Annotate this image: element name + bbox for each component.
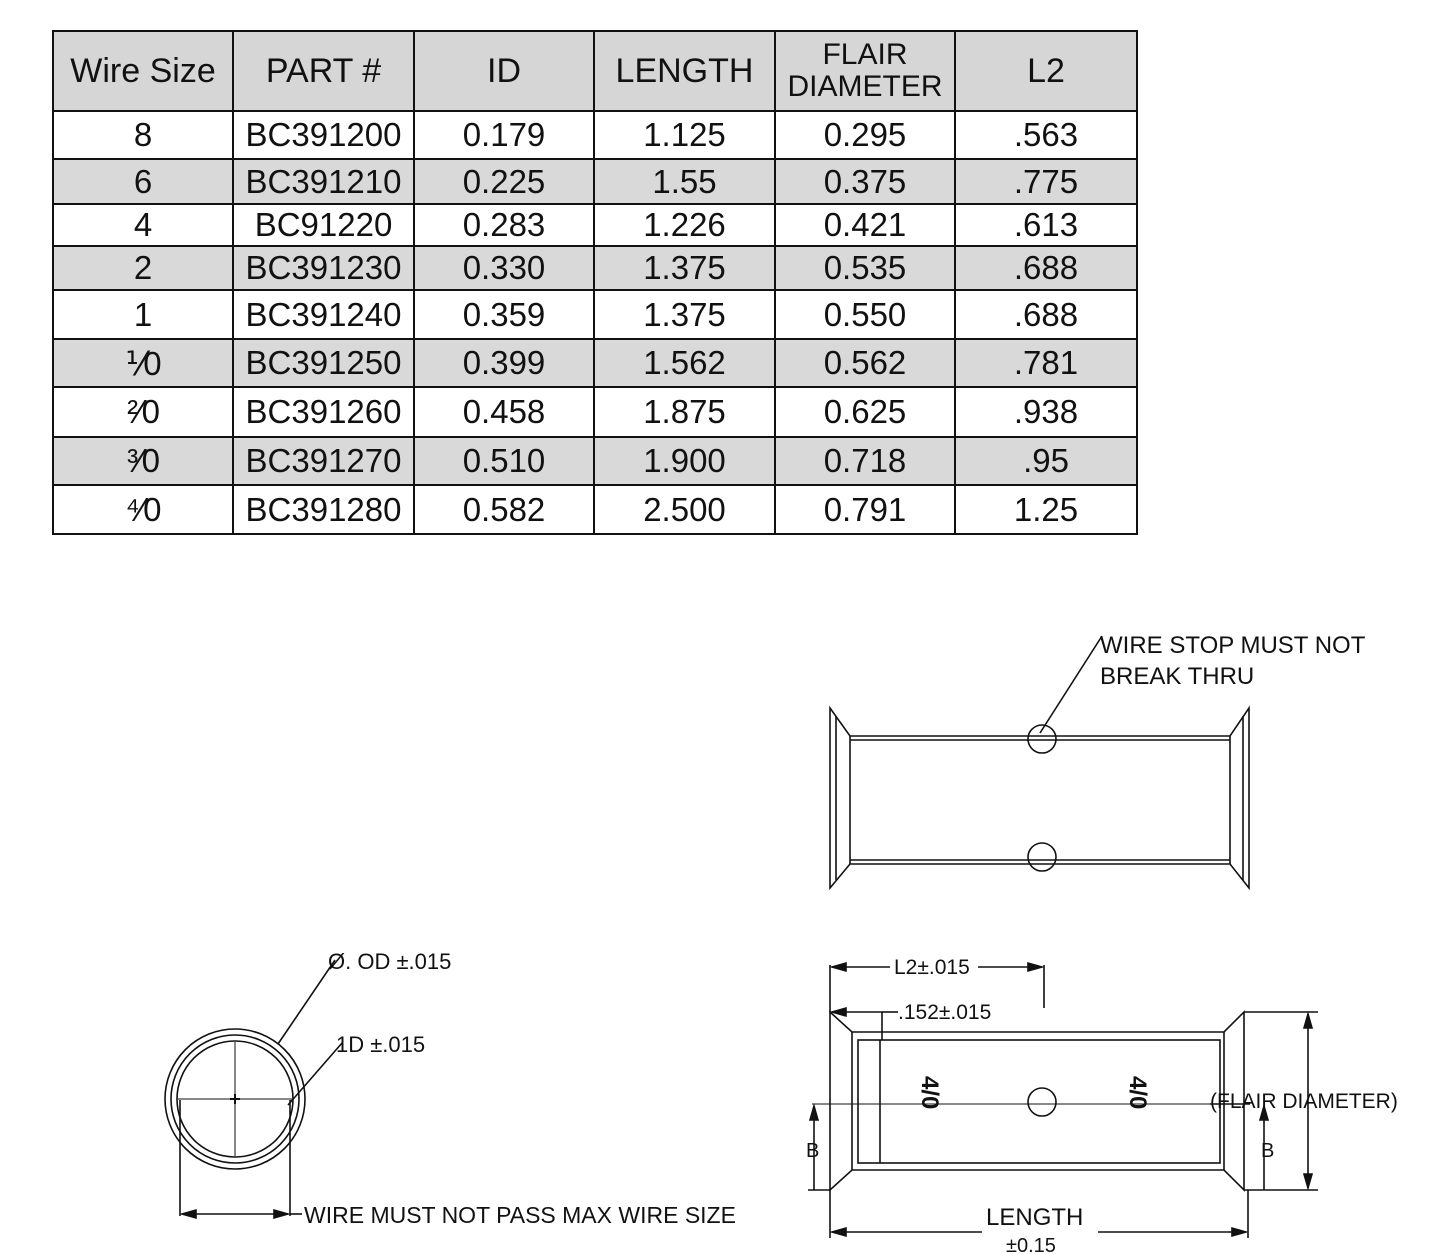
flair-diameter-cell: 0.421 <box>775 204 955 246</box>
length-cell: 1.900 <box>594 437 775 485</box>
wire-stop-leader <box>1040 636 1102 733</box>
length-cell: 2.500 <box>594 485 775 534</box>
marking-left: 4/0 <box>916 1076 943 1110</box>
wire-size-cell: ⅟0 <box>53 339 233 387</box>
side-view-outline <box>830 1012 1244 1190</box>
l2-cell: .775 <box>955 159 1137 204</box>
flair-diameter-cell: 0.295 <box>775 111 955 159</box>
header-length: LENGTH <box>594 31 775 111</box>
b-label-left: B <box>806 1140 820 1162</box>
id-cell: 0.510 <box>414 437 594 485</box>
id-cell: 0.582 <box>414 485 594 534</box>
length-cell: 1.375 <box>594 246 775 290</box>
wire-stop-hole-bottom <box>1028 843 1056 871</box>
end-view-centerlines <box>178 1042 292 1156</box>
flair-diameter-cell: 0.375 <box>775 159 955 204</box>
id-cell: 0.458 <box>414 387 594 437</box>
offset-dimension <box>832 1008 898 1040</box>
top-view-outline <box>830 708 1249 888</box>
header-flair-diameter: FLAIR DIAMETER <box>775 31 955 111</box>
l2-cell: .563 <box>955 111 1137 159</box>
l2-cell: .613 <box>955 204 1137 246</box>
wire-size-cell: 2 <box>53 246 233 290</box>
part-number-cell: BC391210 <box>233 159 414 204</box>
wire-stop-note-line1: WIRE STOP MUST NOT <box>1100 632 1366 659</box>
id-label: 1D ±.015 <box>336 1032 426 1057</box>
od-leader <box>278 960 335 1044</box>
length-cell: 1.226 <box>594 204 775 246</box>
length-cell: 1.125 <box>594 111 775 159</box>
part-number-cell: BC391270 <box>233 437 414 485</box>
part-number-cell: BC391240 <box>233 290 414 339</box>
id-cell: 0.283 <box>414 204 594 246</box>
length-label: LENGTH <box>986 1204 1084 1231</box>
wire-size-cell: 4 <box>53 204 233 246</box>
l2-cell: .781 <box>955 339 1137 387</box>
length-tolerance: ±0.15 <box>1006 1235 1056 1254</box>
flair-diameter-cell: 0.550 <box>775 290 955 339</box>
part-number-cell: BC91220 <box>233 204 414 246</box>
part-number-cell: BC391280 <box>233 485 414 534</box>
l2-cell: .688 <box>955 246 1137 290</box>
wire-size-cell: ³⁄0 <box>53 437 233 485</box>
wire-size-cell: ⁴⁄0 <box>53 485 233 534</box>
length-cell: 1.55 <box>594 159 775 204</box>
id-cell: 0.399 <box>414 339 594 387</box>
header-wire-size: Wire Size <box>53 31 233 111</box>
od-label: Ø. OD ±.015 <box>328 949 452 974</box>
flair-diameter-cell: 0.718 <box>775 437 955 485</box>
id-cell: 0.225 <box>414 159 594 204</box>
b-label-right: B <box>1261 1140 1275 1162</box>
part-number-cell: BC391260 <box>233 387 414 437</box>
flair-diameter-cell: 0.535 <box>775 246 955 290</box>
header-id: ID <box>414 31 594 111</box>
l2-cell: 1.25 <box>955 485 1137 534</box>
offset-label: .152±.015 <box>898 1001 992 1024</box>
flair-diameter-label: (FLAIR DIAMETER) <box>1210 1090 1398 1113</box>
wire-size-cell: 8 <box>53 111 233 159</box>
header-l2: L2 <box>955 31 1137 111</box>
flair-diameter-cell: 0.791 <box>775 485 955 534</box>
wire-size-note: WIRE MUST NOT PASS MAX WIRE SIZE <box>304 1202 736 1228</box>
wire-size-cell: ²⁄0 <box>53 387 233 437</box>
part-number-cell: BC391200 <box>233 111 414 159</box>
l2-cell: .688 <box>955 290 1137 339</box>
id-cell: 0.330 <box>414 246 594 290</box>
l2-cell: .95 <box>955 437 1137 485</box>
l2-label: L2±.015 <box>894 956 970 979</box>
id-cell: 0.179 <box>414 111 594 159</box>
id-cell: 0.359 <box>414 290 594 339</box>
wire-stop-note-line2: BREAK THRU <box>1100 663 1255 690</box>
id-leader <box>288 1043 342 1105</box>
wire-size-cell: 6 <box>53 159 233 204</box>
length-cell: 1.375 <box>594 290 775 339</box>
wire-size-cell: 1 <box>53 290 233 339</box>
flair-diameter-cell: 0.625 <box>775 387 955 437</box>
part-number-cell: BC391250 <box>233 339 414 387</box>
side-view-hole <box>1028 1088 1056 1116</box>
marking-right: 4/0 <box>1124 1076 1151 1110</box>
l2-cell: .938 <box>955 387 1137 437</box>
length-cell: 1.562 <box>594 339 775 387</box>
part-number-cell: BC391230 <box>233 246 414 290</box>
flair-diameter-cell: 0.562 <box>775 339 955 387</box>
header-part-number: PART # <box>233 31 414 111</box>
length-cell: 1.875 <box>594 387 775 437</box>
